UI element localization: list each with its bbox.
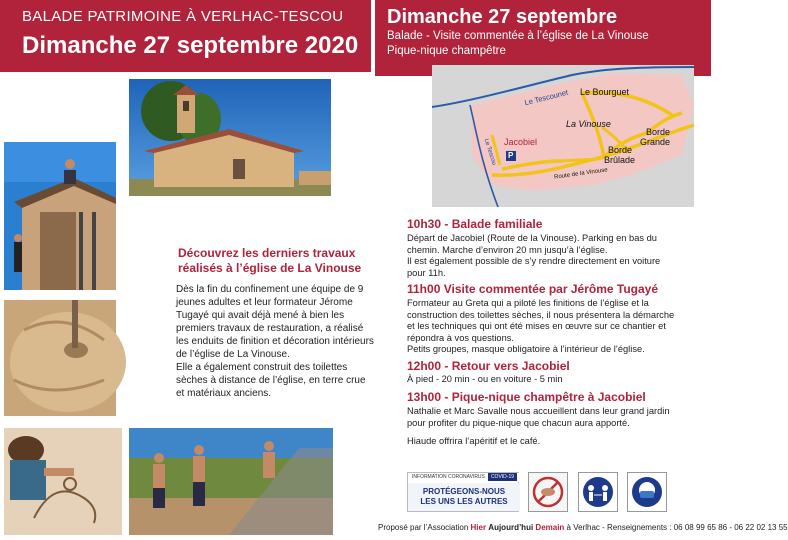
article-body — [176, 283, 376, 400]
schedule-line: pour profiter du pique-nique que chacun aura apporté. — [407, 417, 630, 428]
header-left-banner — [0, 0, 371, 72]
map-label-borde-brulade-1: Borde — [608, 145, 633, 155]
plaster-photo — [4, 300, 116, 416]
schedule-line: Il est également possible de s’y rendre directement en voiture — [407, 256, 661, 266]
schedule-line: construction des toilettes sèches, il nous présentera la démarche — [407, 309, 675, 320]
map-label-la-vinouse: La Vinouse — [566, 119, 611, 129]
workers-photo — [129, 428, 333, 535]
schedule-heading-3: 12h00 - Retour vers Jacobiel — [407, 359, 570, 373]
schedule-heading-4: 13h00 - Pique-nique champêtre à Jacobiel — [407, 390, 646, 404]
article-paragraph-1: Dès la fin du confinement une équipe de 9 jeunes adultes et leur formateur Jérome Tugayé qui avait déjà mené à bien les premiers travaux de restauration, a réalisé les enduits de finition et décoration intérieurs de l’église de La Vinouse. — [176, 284, 374, 360]
footer-credits — [378, 523, 788, 532]
schedule-line: Petits groupes, masque obligatoire à l’intérieur de l’église. — [407, 344, 645, 354]
right-subtitle-1: Balade - Visite commentée à l’église de La Vinouse — [387, 30, 649, 42]
schedule-text-1 — [407, 233, 660, 279]
map-label-borde-grande-2: Grande — [640, 137, 671, 147]
scaffolding-photo — [4, 142, 116, 290]
footer-hier: Hier — [470, 523, 487, 532]
map-label-borde-brulade-2: Brûlade — [604, 155, 636, 165]
footer-aujourdhui: Aujourd’hui — [488, 523, 534, 532]
right-date-title: Dimanche 27 septembre — [387, 6, 618, 28]
decoration-photo — [4, 428, 122, 535]
footer-prefix: Proposé par l’Association — [378, 523, 471, 532]
covid-line-2: LES UNS LES AUTRES — [420, 497, 508, 506]
no-handshake-icon — [528, 472, 568, 512]
schedule-text-4 — [407, 406, 670, 448]
schedule-line: Hiaude offrira l’apéritif et le café. — [407, 436, 541, 446]
article-paragraph-2: Elle a également construit des toilettes sèches à distance de l’église, en terre crue et matériaux anciens. — [176, 362, 366, 399]
map-label-borde-grande-1: Borde — [646, 127, 671, 137]
covid-notice — [407, 472, 519, 512]
schedule-line: chemin. Marche d’environ 20 mn jusqu’à l’église. — [407, 244, 608, 255]
footer-suffix: à Verlhac - Renseignements : 06 08 99 65 86 - 06 22 02 13 55 — [564, 523, 788, 532]
face-mask-icon — [627, 472, 667, 512]
event-date-title: Dimanche 27 septembre 2020 — [22, 32, 359, 59]
map-label-le-tescounet: Le Tescounet — [523, 87, 569, 108]
covid-notice-top-right: COVID-19 — [488, 473, 517, 481]
event-location-title: BALADE PATRIMOINE À VERLHAC-TESCOU — [22, 8, 344, 25]
schedule-text-2 — [407, 298, 674, 356]
church-photo — [129, 79, 331, 196]
parking-icon: P — [508, 151, 514, 160]
schedule-line: pour 11h. — [407, 267, 446, 278]
distance-icon — [578, 472, 618, 512]
schedule-heading-1: 10h30 - Balade familiale — [407, 217, 543, 231]
covid-notice-top-left: INFORMATION CORONAVIRUS — [412, 474, 485, 480]
schedule-line: et les techniques qui ont été mises en œuvre sur ce chantier et — [407, 321, 666, 331]
schedule-line: répondra à vos questions. — [407, 332, 514, 343]
article-title: Découvrez les derniers travaux réalisés à l’église de La Vinouse — [178, 246, 362, 275]
map-label-jacobiel: Jacobiel — [504, 137, 538, 147]
map-label-le-tescou: Le Tescou — [482, 138, 497, 166]
schedule-heading-2: 11h00 Visite commentée par Jérôme Tugayé — [407, 282, 659, 296]
schedule-line: Départ de Jacobiel (Route de la Vinouse). Parking en bas du — [407, 233, 657, 243]
map-label-le-bourguet: Le Bourguet — [580, 87, 630, 97]
right-subtitle-2: Pique-nique champêtre — [387, 45, 506, 57]
schedule-text-3 — [407, 374, 563, 386]
footer-demain: Demain — [535, 523, 565, 532]
schedule-line: Formateur au Greta qui a piloté les finitions de l’église et la — [407, 298, 649, 308]
location-map — [432, 65, 694, 207]
schedule-line: À pied - 20 min - ou en voiture - 5 min — [407, 374, 563, 384]
schedule-line: Nathalie et Marc Savalle nous accueillent dans leur grand jardin — [407, 406, 670, 416]
covid-line-1: PROTÉGEONS-NOUS — [422, 487, 506, 496]
map-label-route: Route de la Vinouse — [553, 167, 609, 181]
spacer — [407, 429, 670, 436]
